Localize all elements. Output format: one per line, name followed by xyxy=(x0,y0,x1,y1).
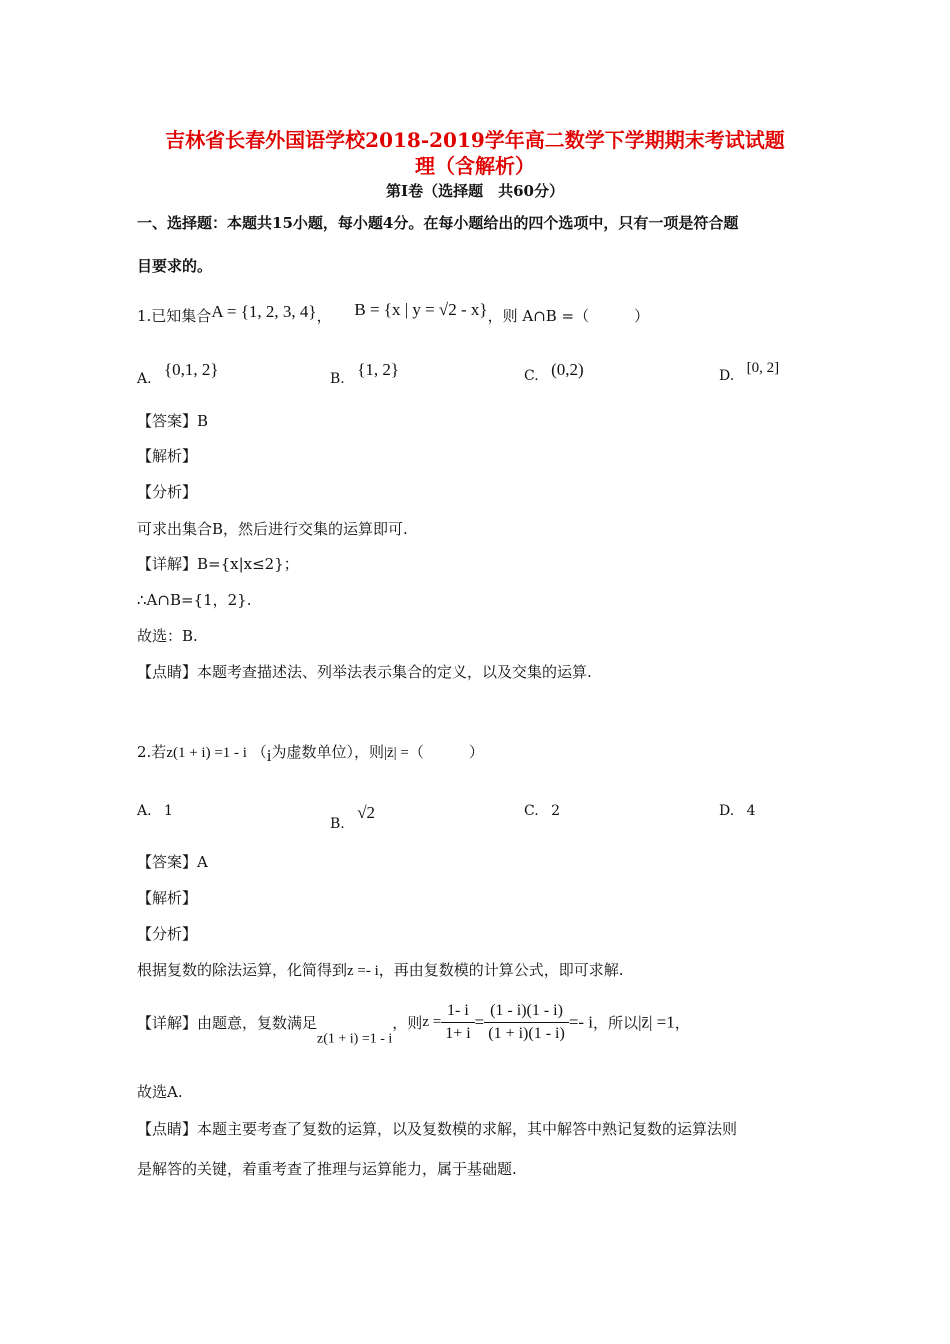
q2-fraction-1 xyxy=(441,1002,474,1043)
q2-option-a xyxy=(137,803,173,819)
q2-prefix: 2.若 xyxy=(137,743,167,761)
q2-eq-sign: = xyxy=(474,1012,485,1032)
q2-fraction-1-den: 1+ i xyxy=(445,1025,471,1042)
q2-option-d-value: 4 xyxy=(746,803,756,819)
q1-option-b-label: B. xyxy=(330,371,345,387)
q1-answer: 【答案】B xyxy=(137,412,209,430)
q2-fraction-2-num: (1 - i)(1 - i) xyxy=(484,1002,569,1023)
section-heading-line1: 一、选择题：本题共15小题，每小题4分。在每小题给出的四个选项中，只有一项是符合题 xyxy=(137,214,739,232)
q2-analysis-a: 根据复数的除法运算，化简得到 xyxy=(137,961,348,979)
q1-set-a: A = {1, 2, 3, 4} xyxy=(211,302,317,321)
q2-detail-b: ，则 xyxy=(392,1014,423,1032)
q1-option-a-label: A. xyxy=(137,371,152,387)
q1-ask: ，则 A∩B =（ ） xyxy=(487,307,650,325)
q2-choose: 故选A. xyxy=(137,1083,183,1101)
document-title-line2: 理（含解析） xyxy=(415,154,535,178)
q1-option-d-label: D. xyxy=(719,368,735,384)
q1-option-c-label: C. xyxy=(524,368,539,384)
q2-option-a-label: A. xyxy=(137,803,152,819)
q2-equation: z(1 + i) =1 - i xyxy=(166,745,247,761)
q1-comment: 【点睛】本题考查描述法、列举法表示集合的定义，以及交集的运算. xyxy=(137,663,592,681)
q1-stem xyxy=(137,300,649,326)
q1-option-a-value: {0,1, 2} xyxy=(164,360,219,379)
q1-option-d-value: [0, 2] xyxy=(746,360,780,376)
q2-fenxi: 【分析】 xyxy=(137,925,198,943)
q1-prefix: 1.已知集合 xyxy=(137,307,212,325)
q2-analysis xyxy=(137,959,624,980)
q1-option-d xyxy=(719,360,779,384)
volume-heading: 第Ⅰ卷（选择题 共60分） xyxy=(386,182,564,200)
q2-mid: 为虚数单位），则 xyxy=(271,743,385,761)
q2-option-c xyxy=(524,803,560,819)
q1-detail: 【详解】B={x|x≤2}； xyxy=(137,555,299,573)
q2-abs-conj: |z̄| =（ ） xyxy=(384,745,484,761)
q1-therefore: ∴A∩B={1，2}. xyxy=(137,591,252,609)
q1-option-c-value: (0,2) xyxy=(551,360,584,379)
q1-set-b: B = {x | y = √2 - x} xyxy=(354,300,488,319)
q2-result: =- i xyxy=(568,1012,594,1032)
q1-choose: 故选：B. xyxy=(137,627,198,645)
q1-fenxi: 【分析】 xyxy=(137,483,198,501)
document-title-line1: 吉林省长春外国语学校2018-2019学年高二数学下学期期末考试试题 xyxy=(165,128,785,152)
q2-option-d-label: D. xyxy=(719,803,735,819)
q2-stem xyxy=(137,741,484,766)
q1-option-b xyxy=(330,360,399,387)
q2-option-c-label: C. xyxy=(524,803,539,819)
q2-option-d xyxy=(719,803,756,819)
section-heading-line2: 目要求的。 xyxy=(137,257,213,275)
q2-paren-open: （ xyxy=(251,743,267,761)
q2-analysis-b: ，再由复数模的计算公式，即可求解. xyxy=(378,961,624,979)
q2-option-c-value: 2 xyxy=(551,803,561,819)
q2-mod: |z̄| =1 xyxy=(638,1012,675,1032)
q2-jiexi: 【解析】 xyxy=(137,889,198,907)
q1-option-a xyxy=(137,360,219,387)
q2-z-eq: z = xyxy=(422,1014,442,1030)
q1-analysis: 可求出集合B，然后进行交集的运算即可. xyxy=(137,520,408,538)
q2-option-b-value: √2 xyxy=(357,803,376,822)
q2-answer: 【答案】A xyxy=(137,853,208,871)
q1-option-b-value: {1, 2} xyxy=(357,360,400,379)
q2-option-a-value: 1 xyxy=(164,803,173,819)
q2-so: ，所以 xyxy=(593,1014,639,1032)
q2-fraction-2 xyxy=(484,1002,569,1043)
q2-imag-unit: i xyxy=(266,746,272,765)
q2-option-b xyxy=(330,803,375,832)
q1-option-c xyxy=(524,360,584,384)
q2-comment-line2: 是解答的关键，着重考查了推理与运算能力，属于基础题. xyxy=(137,1160,517,1178)
q1-jiexi: 【解析】 xyxy=(137,447,198,465)
q2-fraction-2-den: (1 + i)(1 - i) xyxy=(488,1025,565,1042)
q2-detail-eq: z(1 + i) =1 - i xyxy=(317,1031,393,1047)
q2-analysis-eq: z =- i xyxy=(347,963,379,979)
q2-detail-a: 【详解】由题意，复数满足 xyxy=(137,1014,318,1032)
q2-end: ， xyxy=(674,1014,690,1032)
q2-comment-line1: 【点睛】本题主要考查了复数的运算，以及复数模的求解，其中解答中熟记复数的运算法则 xyxy=(137,1120,738,1138)
q2-option-b-label: B. xyxy=(330,816,345,832)
q2-detail xyxy=(137,1002,690,1048)
q2-fraction-1-num: 1- i xyxy=(441,1002,474,1023)
q1-comma: ， xyxy=(316,307,332,325)
